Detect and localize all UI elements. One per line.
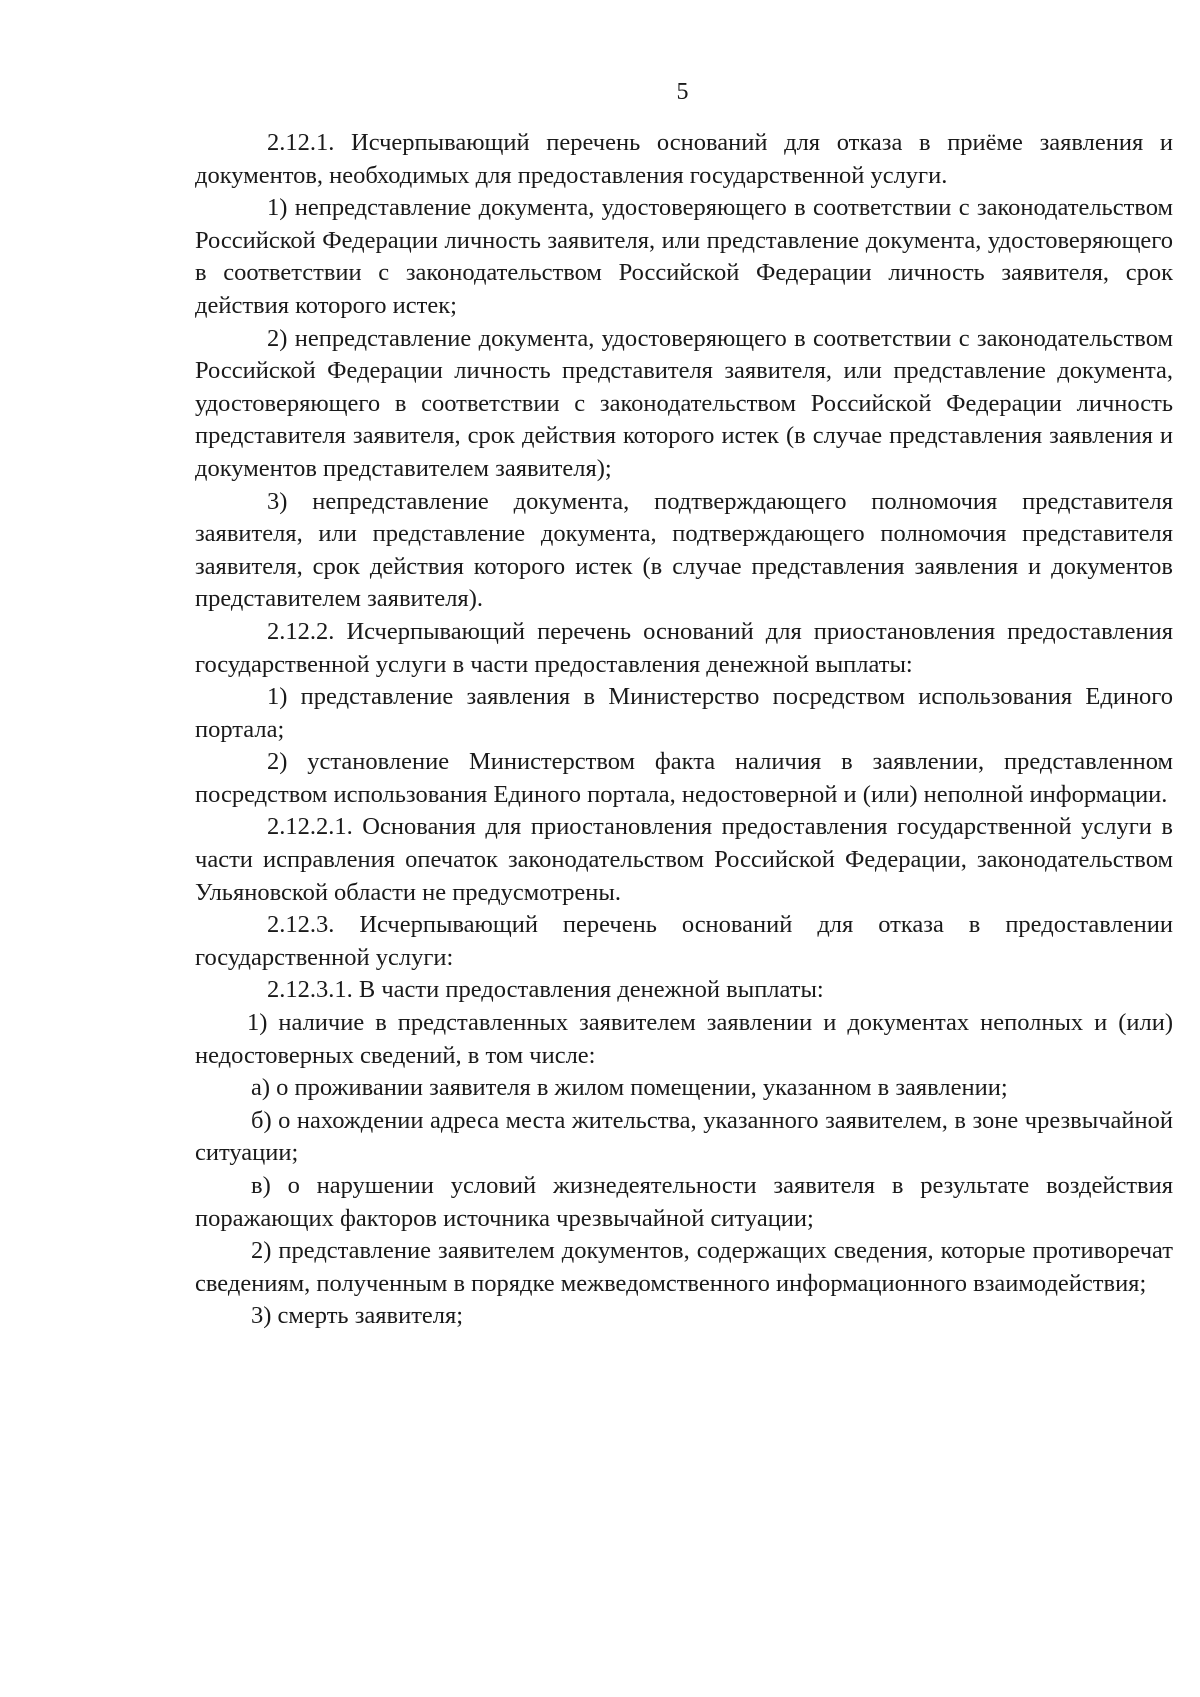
paragraph-suspension-item-1: 1) представление заявления в Министерство посредством использования Единого портала; bbox=[195, 683, 1173, 743]
paragraph-refusal-subitem-b: б) о нахождении адреса места жительства, указанного заявителем, в зоне чрезвычайной ситуации; bbox=[195, 1106, 1173, 1167]
paragraph-2-12-3: 2.12.3. Исчерпывающий перечень оснований для отказа в предоставлении государственной услуги: bbox=[195, 911, 1173, 971]
paragraph-2-12-1: 2.12.1. Исчерпывающий перечень оснований для отказа в приёме заявления и документов, необходимых для предоставления государственной услуги. bbox=[195, 129, 1173, 189]
paragraph-2-12-2-1: 2.12.2.1. Основания для приостановления предоставления государственной услуги в части исправления опечаток законодательством Российской Федерации, законодательством Ульяновской области не предусмотрены. bbox=[195, 813, 1173, 906]
paragraph-2-12-3-1: 2.12.3.1. В части предоставления денежной выплаты: bbox=[267, 976, 824, 1004]
paragraph-item-2-no-representative-id: 2) непредставление документа, удостоверяющего в соответствии с законодательством Российской Федерации личность представителя заявителя, или представление документа, удостоверяющего в соответствии с законодательством Российской Федерации личность представителя заявителя, срок действия которого истек (в случае представления заявления и документов представителем заявителя); bbox=[195, 324, 1173, 482]
document-body bbox=[195, 127, 1173, 1333]
paragraph-refusal-subitem-v: в) о нарушении условий жизнедеятельности заявителя в результате воздействия поражающих факторов источника чрезвычайной ситуации; bbox=[195, 1172, 1173, 1232]
paragraph-refusal-item-3: 3) смерть заявителя; bbox=[251, 1302, 464, 1330]
paragraph-suspension-item-2: 2) установление Министерством факта наличия в заявлении, представленном посредством использования Единого портала, недостоверной и (или) неполной информации. bbox=[195, 748, 1173, 808]
paragraph-item-1-no-applicant-id: 1) непредставление документа, удостоверяющего в соответствии с законодательством Российской Федерации личность заявителя, или представление документа, удостоверяющего в соответствии с законодательством Российской Федерации личность заявителя, срок действия которого истек; bbox=[195, 194, 1173, 319]
page-number: 5 bbox=[676, 79, 689, 105]
paragraph-refusal-item-1: 1) наличие в представленных заявителем заявлении и документах неполных и (или) недостоверных сведений, в том числе: bbox=[195, 1009, 1173, 1069]
paragraph-item-3-no-authority-document: 3) непредставление документа, подтверждающего полномочия представителя заявителя, или представление документа, подтверждающего полномочия представителя заявителя, срок действия которого истек (в случае представления заявления и документов представителем заявителя). bbox=[195, 487, 1173, 613]
paragraph-2-12-2: 2.12.2. Исчерпывающий перечень оснований для приостановления предоставления государственной услуги в части предоставления денежной выплаты: bbox=[195, 617, 1173, 678]
paragraph-refusal-item-2: 2) представление заявителем документов, содержащих сведения, которые противоречат сведениям, полученным в порядке межведомственного информационного взаимодействия; bbox=[195, 1237, 1173, 1297]
paragraph-refusal-subitem-a: а) о проживании заявителя в жилом помещении, указанном в заявлении; bbox=[251, 1074, 1008, 1102]
